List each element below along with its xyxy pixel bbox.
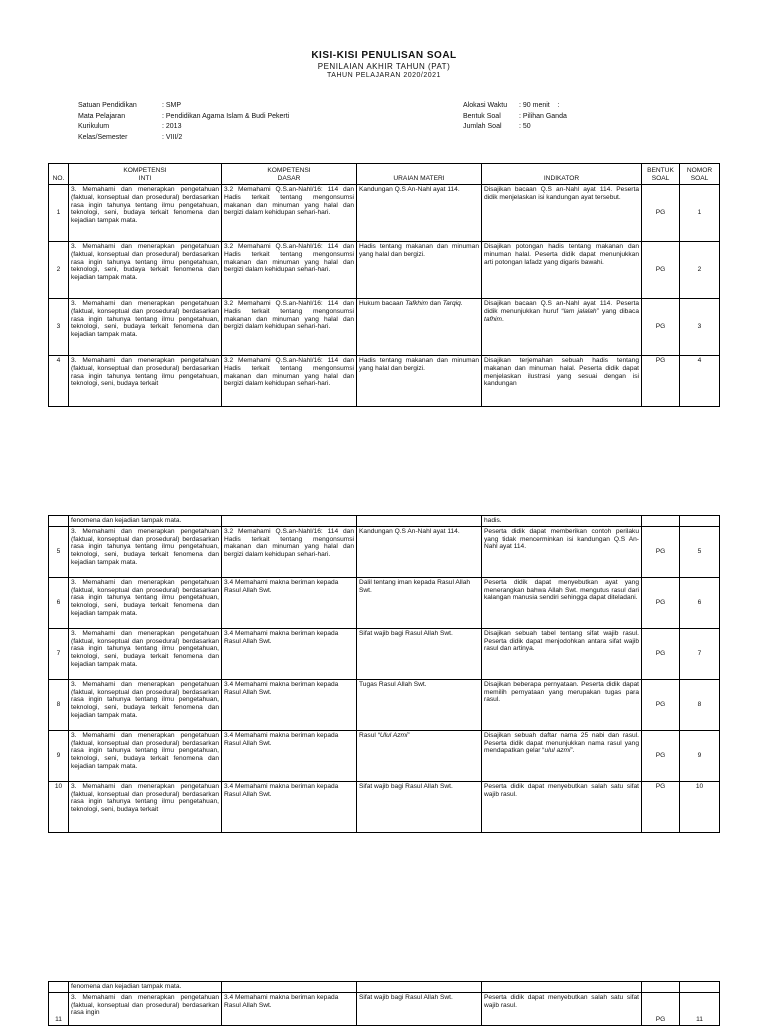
meta-left: [78, 101, 289, 143]
table-row: 10 3. Memahami dan menerapkan pengetahuan (faktual, konseptual dan prosedural) berdasarkan rasa ingin tahunya tentang ilmu pengetahuan, teknologi, seni, budaya terkait 3.4 Memahami makna beriman kepada Rasul Allah Swt. Sifat wajib bagi Rasul Allah Swt. Peserta didik dapat menyebutkan salah satu sifat wajib rasul. PG 10: [49, 781, 720, 832]
meta-row: Satuan Pendidikan : SMP: [78, 102, 182, 109]
col-kd: KOMPETENSI DASAR: [222, 164, 357, 185]
table-row: 9 3. Memahami dan menerapkan pengetahuan (faktual, konseptual dan prosedural) berdasarkan rasa ingin tahunya tentang ilmu pengetahuan, teknologi, seni, budaya terkait fenomena dan kejadian tampak mata. 3.4 Memahami makna beriman kepada Rasul Allah Swt. Rasul “Ulul Azmi” Disajikan sebuah daftar nama 25 nabi dan rasul. Peserta didik dapat menunjukkan nama rasul yang mendapatkan gelar “ulul azmi”. PG 9: [49, 730, 720, 781]
school-year: TAHUN PELAJARAN 2020/2021: [327, 72, 441, 79]
table-row-continued: fenomena dan kejadian tampak mata. hadis.: [49, 516, 720, 527]
col-indikator: INDIKATOR: [482, 164, 642, 185]
table-row: 11 3. Memahami dan menerapkan pengetahuan (faktual, konseptual dan prosedural) berdasarkan rasa ingin 3.4 Memahami makna beriman kepada Rasul Allah Swt. Sifat wajib bagi Rasul Allah Swt. Peserta didik dapat menyebutkan salah satu sifat wajib rasul. PG 11: [49, 992, 720, 1025]
meta-right: [463, 101, 567, 133]
meta-row: Kelas/Semester : VIII/2: [78, 133, 183, 141]
table-row-continued: fenomena dan kejadian tampak mata.: [49, 982, 720, 993]
meta-row: Alokasi Waktu : 90 menit :: [463, 102, 560, 109]
col-nomor: NOMOR SOAL: [680, 164, 720, 185]
table-header-row: [49, 164, 720, 185]
meta-row: Bentuk Soal : Pilihan Ganda: [463, 112, 567, 120]
document-subtitle: PENILAIAN AKHIR TAHUN (PAT): [317, 62, 451, 71]
meta-row: Jumlah Soal : 50: [463, 123, 531, 130]
col-no: NO.: [49, 164, 69, 185]
kisi-table-page-3: [48, 981, 720, 1026]
table-row: 1 3. Memahami dan menerapkan pengetahuan (faktual, konseptual dan prosedural) berdasarkan rasa ingin tahunya tentang ilmu pengetahuan, teknologi, seni, budaya terkait fenomena dan kejadian tampak mata. 3.2 Memahami Q.S.an-Nahl/16: 114 dan Hadis terkait tentang mengonsumsi makanan dan minuman yang halal dan bergizi dalam kehidupan sehari-hari. Kandungan Q.S An-Nahl ayat 114. Disajikan bacaan Q.S an-Nahl ayat 114. Peserta didik menjelaskan isi kandungan ayat tersebut. PG 1: [49, 185, 720, 242]
table-row: 8 3. Memahami dan menerapkan pengetahuan (faktual, konseptual dan prosedural) berdasarkan rasa ingin tahunya tentang ilmu pengetahuan, teknologi, seni, budaya terkait fenomena dan kejadian tampak mata. 3.4 Memahami makna beriman kepada Rasul Allah Swt. Tugas Rasul Allah Swt. Disajikan beberapa pernyataan. Peserta didik dapat memilih pernyataan yang merupakan tugas para rasul. PG 8: [49, 679, 720, 730]
document-title: KISI-KISI PENULISAN SOAL: [311, 50, 457, 61]
kisi-table-page-2: [48, 515, 720, 833]
meta-row: Mata Pelajaran : Pendidikan Agama Islam & Budi Pekerti: [78, 112, 290, 120]
table-row: 5 3. Memahami dan menerapkan pengetahuan (faktual, konseptual dan prosedural) berdasarkan rasa ingin tahunya tentang ilmu pengetahuan, teknologi, seni, budaya terkait fenomena dan kejadian tampak mata. 3.2 Memahami Q.S.an-Nahl/16: 114 dan Hadis terkait tentang mengonsumsi makanan dan minuman yang halal dan bergizi dalam kehidupan sehari-hari. Kandungan Q.S An-Nahl ayat 114. Peserta didik dapat memberikan contoh perilaku yang tidak mencerminkan isi kandungan Q.S An-Nahl ayat 114. PG 5: [49, 526, 720, 577]
document-header: [0, 50, 768, 79]
kisi-table-page-1: [48, 163, 720, 407]
col-bentuk: BENTUK SOAL: [642, 164, 680, 185]
col-ki: KOMPETENSI INTI: [69, 164, 222, 185]
table-row: 6 3. Memahami dan menerapkan pengetahuan (faktual, konseptual dan prosedural) berdasarkan rasa ingin tahunya tentang ilmu pengetahuan, teknologi, seni, budaya terkait fenomena dan kejadian tampak mata. 3.4 Memahami makna beriman kepada Rasul Allah Swt. Dalil tentang iman kepada Rasul Allah Swt. Peserta didik dapat menyebutkan ayat yang menerangkan bahwa Allah Swt. mengutus rasul dari kalangan manusia sendiri sehingga dapat diteladani. PG 6: [49, 577, 720, 628]
table-row: 3 3. Memahami dan menerapkan pengetahuan (faktual, konseptual dan prosedural) berdasarkan rasa ingin tahunya tentang ilmu pengetahuan, teknologi, seni, budaya terkait fenomena dan kejadian tampak mata. 3.2 Memahami Q.S.an-Nahl/16: 114 dan Hadis terkait tentang mengonsumsi makanan dan minuman yang halal dan bergizi dalam kehidupan sehari-hari. Hukum bacaan Tafkhim dan Tarqiq. Disajikan bacaan Q.S an-Nahl ayat 114. Peserta didik menunjukkan huruf “lam jalalah” yang dibaca tafhim. PG 3: [49, 299, 720, 356]
col-materi: URAIAN MATERI: [357, 164, 482, 185]
table-row: 7 3. Memahami dan menerapkan pengetahuan (faktual, konseptual dan prosedural) berdasarkan rasa ingin tahunya tentang ilmu pengetahuan, teknologi, seni, budaya terkait fenomena dan kejadian tampak mata. 3.4 Memahami makna beriman kepada Rasul Allah Swt. Sifat wajib bagi Rasul Allah Swt. Disajikan sebuah tabel tentang sifat wajib rasul. Peserta didik dapat menjodohkan antara sifat wajib rasul dan artinya. PG 7: [49, 628, 720, 679]
meta-row: Kurikulum : 2013: [78, 123, 182, 130]
table-row: 4 3. Memahami dan menerapkan pengetahuan (faktual, konseptual dan prosedural) berdasarkan rasa ingin tahunya tentang ilmu pengetahuan, teknologi, seni, budaya terkait 3.2 Memahami Q.S.an-Nahl/16: 114 dan Hadis terkait tentang mengonsumsi makanan dan minuman yang halal dan bergizi dalam kehidupan sehari-hari. Hadis tentang makanan dan minuman yang halal dan bergizi. Disajikan terjemahan sebuah hadis tentang makanan dan minuman halal. Peserta didik dapat menjelaskan ilustrasi yang sesuai dengan isi kandungan PG 4: [49, 356, 720, 407]
table-row: 2 3. Memahami dan menerapkan pengetahuan (faktual, konseptual dan prosedural) berdasarkan rasa ingin tahunya tentang ilmu pengetahuan, teknologi, seni, budaya terkait fenomena dan kejadian tampak mata. 3.2 Memahami Q.S.an-Nahl/16: 114 dan Hadis terkait tentang mengonsumsi makanan dan minuman yang halal dan bergizi dalam kehidupan sehari-hari. Hadis tentang makanan dan minuman yang halal dan bergizi. Disajikan potongan hadis tentang makanan dan minuman halal. Peserta didik dapat menunjukkan arti potongan lafadz yang digaris bawahi. PG 2: [49, 242, 720, 299]
